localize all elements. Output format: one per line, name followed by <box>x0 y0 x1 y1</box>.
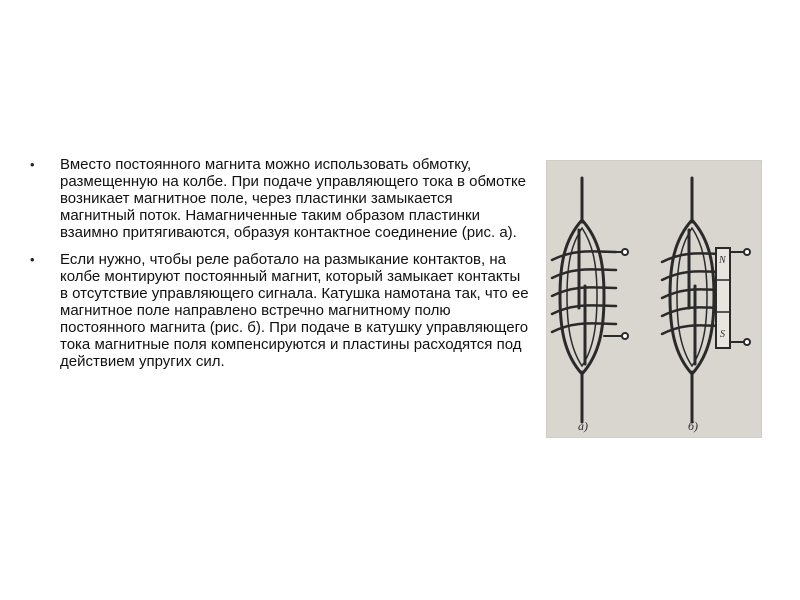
magnet-north-label: N <box>719 255 726 266</box>
bullet-text: Если нужно, чтобы реле работало на размыкание контактов, на колбе монтируют постоянный магнит, который замыкает контакты в отсутствие управляющего сигнала. Катушка намотана так, что ее магнитное поле направлено встречно магнитному полю постоянного магнита (рис. б). При подаче в катушку управляющего тока магнитные поля компенсируются и пластины расходятся под действием упругих сил. <box>60 251 529 370</box>
reed-relay-figure <box>546 160 762 438</box>
bullet-marker: • <box>30 252 35 267</box>
figure-label-b: б) <box>688 419 699 433</box>
text-block <box>30 156 530 380</box>
magnet-south-label: S <box>720 329 725 340</box>
bullet-marker: • <box>30 157 35 172</box>
bullet-item-magnet <box>30 251 530 370</box>
bullet-list <box>30 156 530 370</box>
bullet-item-coil <box>30 156 530 241</box>
bullet-text: Вместо постоянного магнита можно использовать обмотку, размещенную на колбе. При подаче управляющего тока в обмотке возникает магнитное поле, через пластинки замыкается магнитный поток. Намагниченные таким образом пластинки взаимно притягиваются, образуя контактное соединение (рис. а). <box>60 156 527 241</box>
figure-label-a: а) <box>578 419 588 433</box>
reed-relay-illustration <box>546 160 762 438</box>
